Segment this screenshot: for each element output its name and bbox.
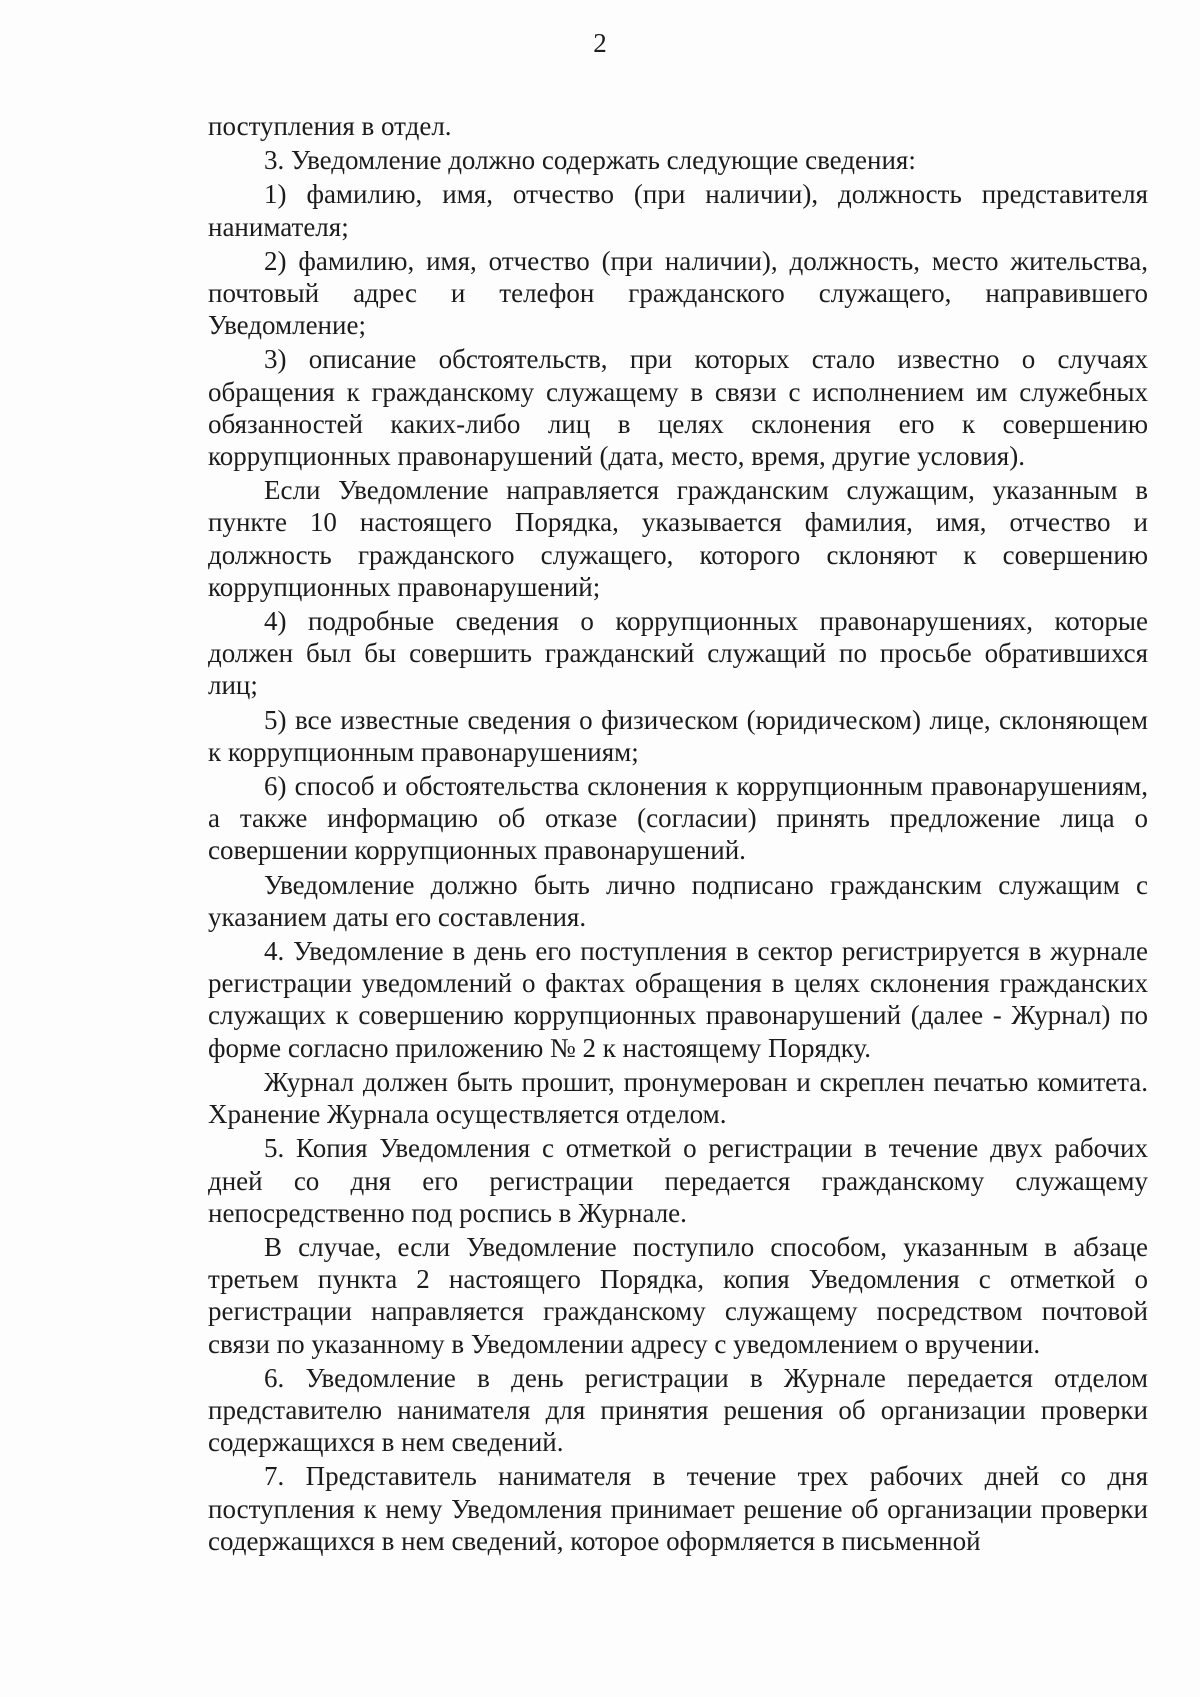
paragraph: 3) описание обстоятельств, при которых стало известно о случаях обращения к гражданскому служащему в связи с исполнением им служебных обязанностей каких-либо лиц в целях склонения его к совершению коррупционных правонарушений (дата, место, время, другие условия). <box>208 344 1148 472</box>
paragraph: 5) все известные сведения о физическом (юридическом) лице, склоняющем к коррупционным правонарушениям; <box>208 704 1148 767</box>
paragraph: 1) фамилию, имя, отчество (при наличии), должность представителя нанимателя; <box>208 179 1148 242</box>
paragraph: Уведомление должно быть лично подписано гражданским служащим с указанием даты его составления. <box>208 869 1148 932</box>
page-number: 2 <box>593 28 607 58</box>
paragraph: 4. Уведомление в день его поступления в сектор регистрируется в журнале регистрации уведомлений о фактах обращения в целях склонения гражданских служащих к совершению коррупционных правонарушений (далее - Журнал) по форме согласно приложению № 2 к настоящему Порядку. <box>208 936 1148 1063</box>
paragraph: Если Уведомление направляется гражданским служащим, указанным в пункте 10 настоящего Порядка, указывается фамилия, имя, отчество и должность гражданского служащего, которого склоняют к совершению коррупционных правонарушений; <box>208 475 1148 602</box>
paragraph: 2) фамилию, имя, отчество (при наличии), должность, место жительства, почтовый адрес и телефон гражданского служащего, направившего Уведомление; <box>208 245 1148 341</box>
paragraph: 6. Уведомление в день регистрации в Журнале передается отделом представителю нанимателя для принятия решения об организации проверки содержащихся в нем сведений. <box>208 1362 1148 1458</box>
paragraph: 4) подробные сведения о коррупционных правонарушениях, которые должен был бы совершить гражданский служащий по просьбе обратившихся лиц; <box>208 606 1148 701</box>
paragraph: 3. Уведомление должно содержать следующие сведения: <box>264 145 916 176</box>
paragraph: 7. Представитель нанимателя в течение трех рабочих дней со дня поступления к нему Уведомления принимает решение об организации проверки содержащихся в нем сведений, которое оформляется в письменной <box>208 1461 1148 1556</box>
paragraph: В случае, если Уведомление поступило способом, указанным в абзаце третьем пункта 2 настоящего Порядка, копия Уведомления с отметкой о регистрации направляется гражданскому служащему посредством почтовой связи по указанному в Уведомлении адресу с уведомлением о вручении. <box>208 1231 1148 1359</box>
paragraph: поступления в отдел. <box>208 111 452 141</box>
paragraph: 6) способ и обстоятельства склонения к коррупционным правонарушениям, а также информацию об отказе (согласии) принять предложение лица о совершении коррупционных правонарушений. <box>208 771 1148 866</box>
paragraph: 5. Копия Уведомления с отметкой о регистрации в течение двух рабочих дней со дня его регистрации передается гражданскому служащему непосредственно под роспись в Журнале. <box>208 1133 1148 1228</box>
paragraph: Журнал должен быть прошит, пронумерован и скреплен печатью комитета. Хранение Журнала осуществляется отделом. <box>208 1066 1148 1130</box>
document-body <box>208 110 1148 1557</box>
